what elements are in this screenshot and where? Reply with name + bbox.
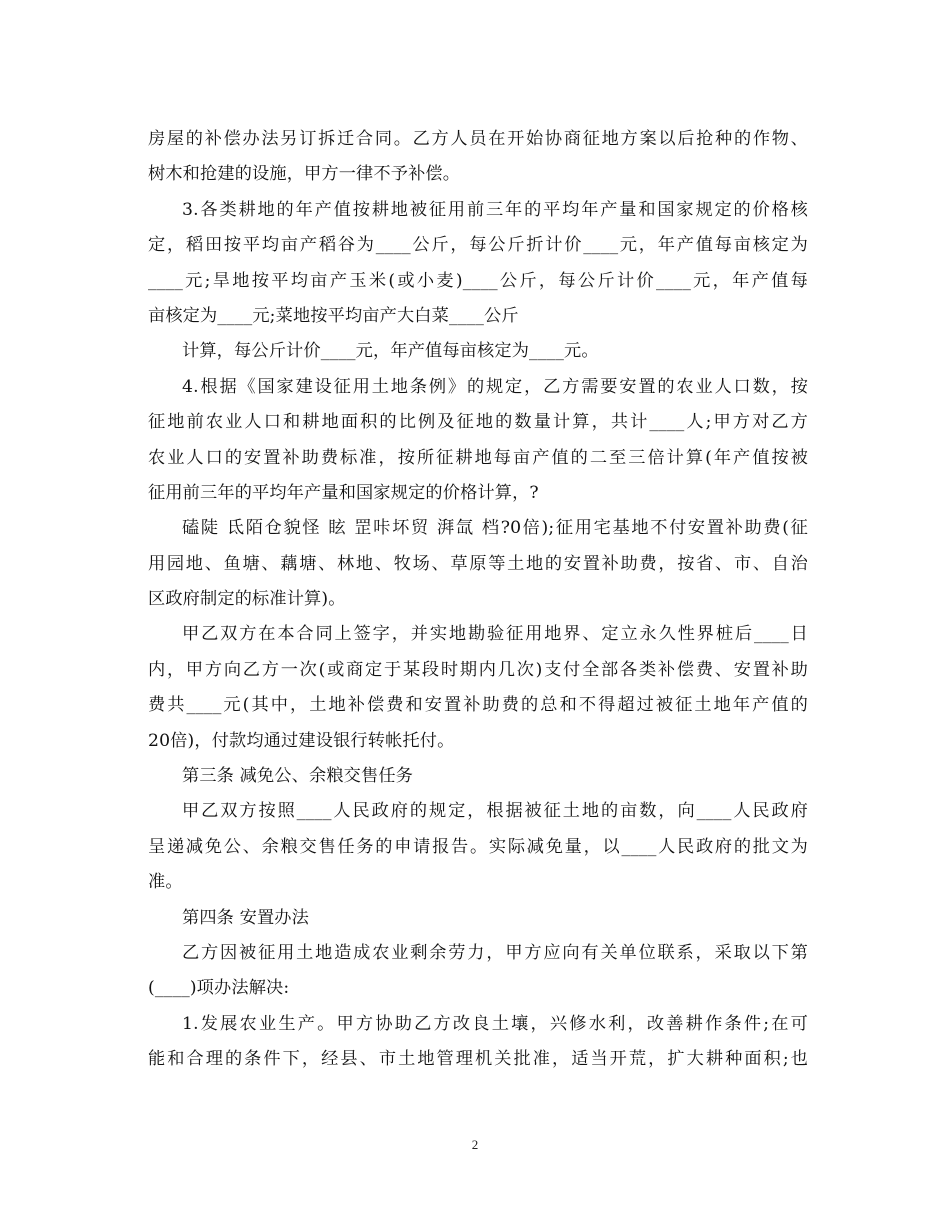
text-line: 1.发展农业生产。甲方协助乙方改良土壤，兴修水利，改善耕作条件;在可 (182, 1013, 808, 1034)
section-heading: 第四条 安置办法 (182, 907, 309, 928)
text-line: 用园地、鱼塘、藕塘、林地、牧场、草原等土地的安置补助费，按省、市、自治 (148, 553, 808, 574)
text-line: 乙方因被征用土地造成农业剩余劳力，甲方应向有关单位联系，采取以下第 (182, 942, 808, 963)
text-line: 房屋的补偿办法另订拆迁合同。乙方人员在开始协商征地方案以后抢种的作物、 (148, 129, 808, 149)
contract-body-text (148, 122, 808, 1078)
text-line: 内，甲方向乙方一次(或商定于某段时期内几次)支付全部各类补偿费、安置补助 (148, 659, 808, 680)
text-line: 3.各类耕地的年产值按耕地被征用前三年的平均年产量和国家规定的价格核 (182, 199, 808, 220)
text-line: 准。 (148, 872, 183, 893)
text-line: 甲乙双方在本合同上签字，并实地勘验征用地界、定立永久性界桩后____日 (182, 624, 808, 645)
section-heading: 第三条 减免公、余粮交售任务 (182, 766, 414, 787)
text-line: 甲乙双方按照____人民政府的规定，根据被征土地的亩数，向____人民政府 (182, 801, 808, 822)
text-line: 征用前三年的平均年产量和国家规定的价格计算，? (148, 482, 539, 503)
text-line: 计算，每公斤计价____元，年产值每亩核定为____元。 (182, 341, 599, 362)
text-line: 亩核定为____元;菜地按平均亩产大白菜____公斤 (148, 305, 519, 326)
text-line: 费共____元(其中，土地补偿费和安置补助费的总和不得超过被征土地年产值的 (148, 695, 808, 716)
text-line: 定，稻田按平均亩产稻谷为____公斤，每公斤折计价____元，年产值每亩核定为 (148, 235, 808, 256)
text-line: 呈递减免公、余粮交售任务的申请报告。实际减免量，以____人民政府的批文为 (148, 836, 808, 857)
text-line: ____元;旱地按平均亩产玉米(或小麦)____公斤，每公斤计价____元，年产值每 (148, 270, 808, 291)
page-number: 2 (471, 1137, 479, 1152)
text-line: 树木和抢建的设施，甲方一律不予补偿。 (148, 164, 461, 185)
text-line: 能和合理的条件下，经县、市土地管理机关批准，适当开荒，扩大耕种面积;也 (148, 1049, 808, 1070)
text-line: 磕陡 氐陌仓貌怪 眩 罡咔坏贸 湃氙 档?0倍);征用宅基地不付安置补助费(征 (182, 518, 808, 539)
text-line: 20倍)，付款均通过建设银行转帐托付。 (148, 730, 455, 751)
text-line: 农业人口的安置补助费标准，按所征耕地每亩产值的二至三倍计算(年产值按被 (148, 447, 808, 468)
text-line: 征地前农业人口和耕地面积的比例及征地的数量计算，共计____人;甲方对乙方 (148, 412, 808, 433)
text-line: 4.根据《国家建设征用土地条例》的规定，乙方需要安置的农业人口数，按 (182, 376, 808, 397)
text-line: (____)项办法解决: (148, 978, 290, 999)
text-line: 区政府制定的标准计算)。 (148, 589, 346, 610)
